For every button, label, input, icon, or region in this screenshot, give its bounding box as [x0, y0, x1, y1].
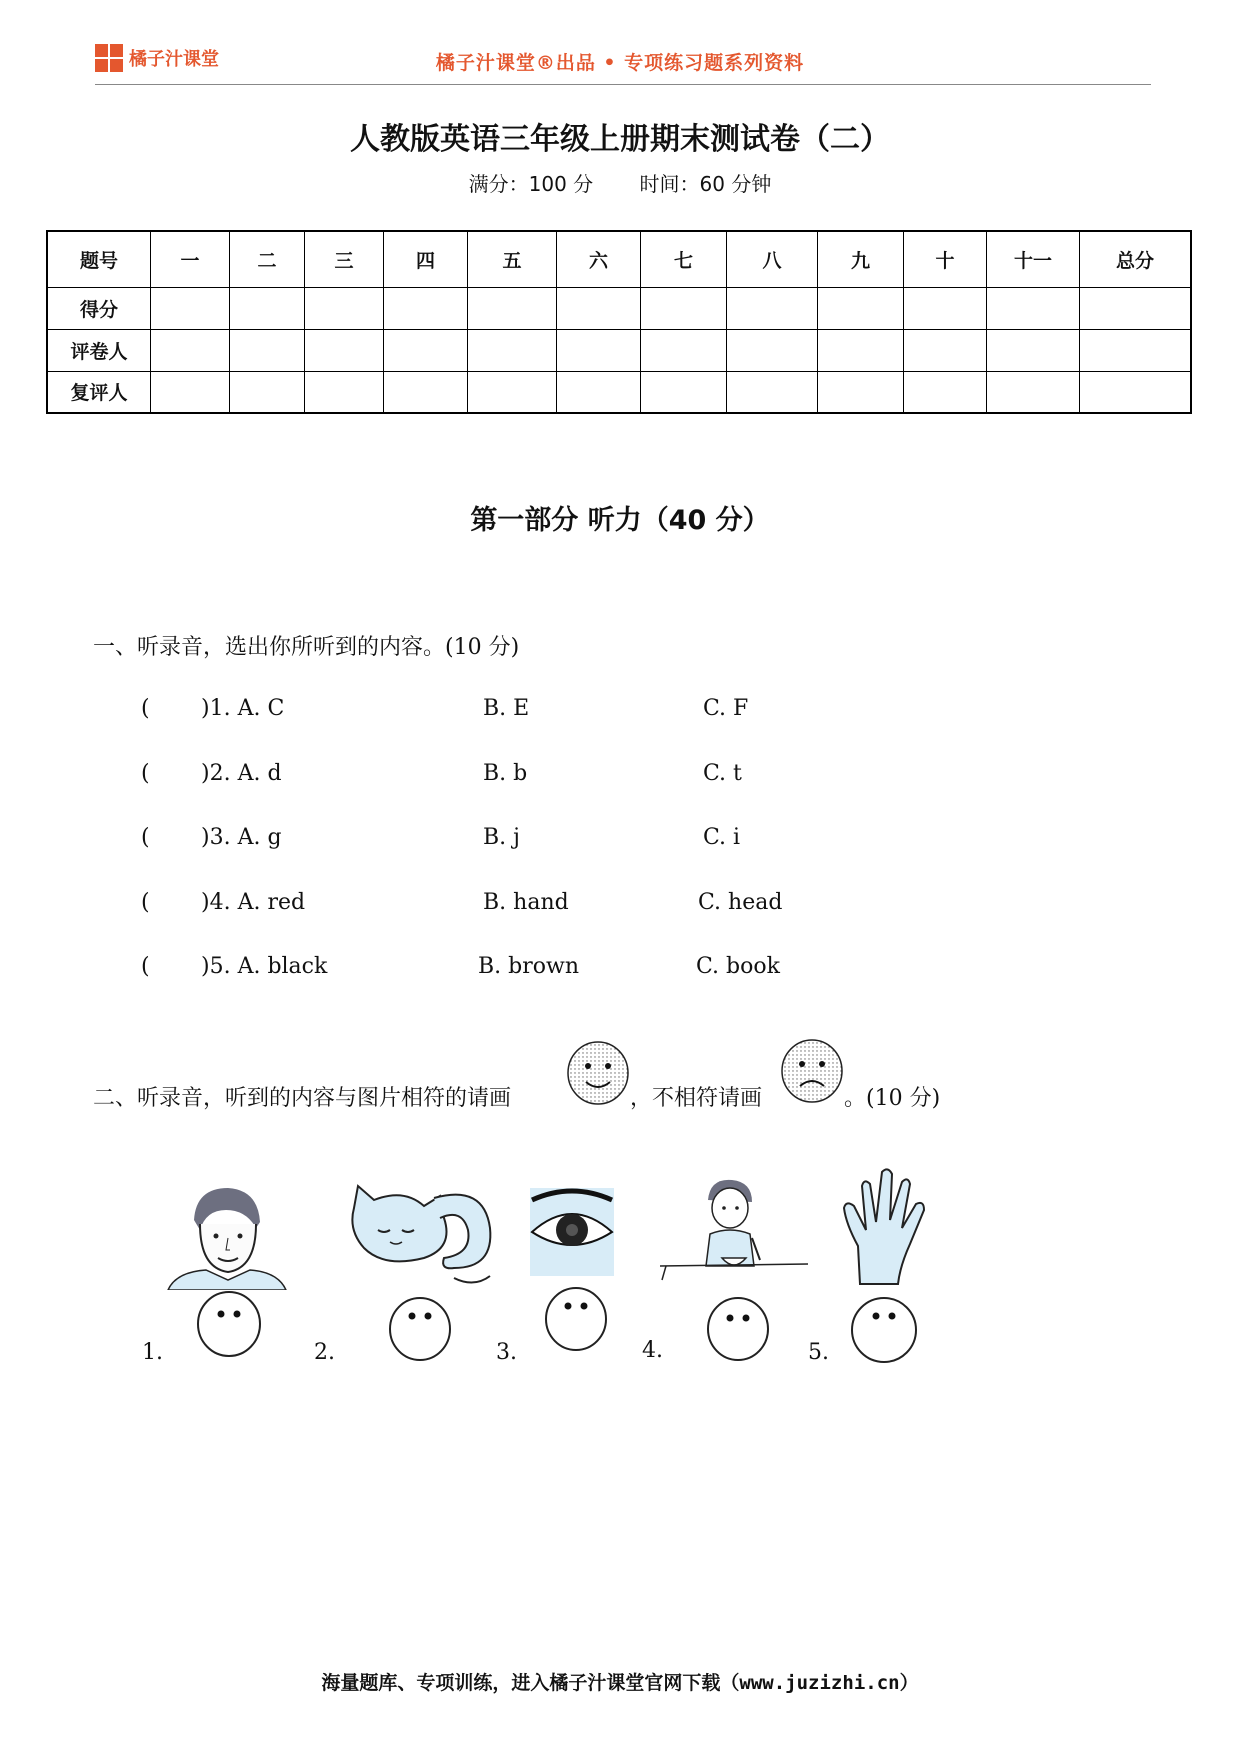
table-header-row: [47, 231, 1191, 287]
score-cell[interactable]: [151, 287, 230, 329]
question-option-a: )1. A. C: [201, 696, 285, 721]
table-header-cell: 七: [641, 231, 727, 287]
hand-picture: [838, 1166, 938, 1288]
score-cell[interactable]: [468, 371, 557, 413]
section2-instruction-c: 。(10 分): [844, 1086, 941, 1111]
sleeping-cat-picture: [344, 1178, 496, 1290]
score-cell[interactable]: [305, 371, 384, 413]
item-number: 4.: [642, 1338, 663, 1363]
question-option-c: C. t: [703, 761, 742, 786]
exam-meta: [0, 168, 1240, 197]
row-label: 复评人: [47, 371, 151, 413]
score-cell[interactable]: [727, 287, 818, 329]
exam-title: 人教版英语三年级上册期末测试卷（二）: [350, 122, 890, 157]
score-cell[interactable]: [641, 371, 727, 413]
table-header-cell: 五: [468, 231, 557, 287]
answer-face-icon[interactable]: [544, 1286, 608, 1352]
question-option-b: B. brown: [478, 954, 579, 979]
score-cell[interactable]: [305, 287, 384, 329]
table-row: [47, 287, 1191, 329]
answer-face-icon[interactable]: [196, 1290, 262, 1358]
table-row: [47, 329, 1191, 371]
question-option-c: C. i: [703, 825, 741, 850]
question-option-c: C. F: [703, 696, 749, 721]
logo-icon: [95, 44, 123, 72]
sad-face-icon: [780, 1038, 844, 1104]
header-divider: [95, 84, 1151, 85]
score-cell[interactable]: [468, 287, 557, 329]
section2-instruction-a: 二、听录音，听到的内容与图片相符的请画: [93, 1086, 512, 1111]
item-number: 2.: [314, 1340, 335, 1365]
eye-picture: [528, 1186, 616, 1278]
score-cell[interactable]: [384, 287, 468, 329]
smiley-face-icon: [566, 1040, 630, 1106]
boy-face-picture: [166, 1180, 288, 1290]
score-cell[interactable]: [641, 329, 727, 371]
score-cell[interactable]: [818, 329, 904, 371]
score-cell[interactable]: [727, 329, 818, 371]
score-table: [46, 230, 1192, 414]
item-number: 5.: [808, 1340, 829, 1365]
score-cell[interactable]: [557, 287, 641, 329]
section1-instruction: 一、听录音，选出你所听到的内容。(10 分): [93, 635, 520, 660]
row-label: 得分: [47, 287, 151, 329]
question-option-b: B. hand: [483, 890, 569, 915]
header-slogan: 橘子汁课堂®出品 • 专项练习题系列资料: [435, 52, 805, 74]
part-title: 第一部分 听力（40 分）: [470, 505, 770, 536]
table-header-cell: 六: [557, 231, 641, 287]
section2-instruction-b: ，不相符请画: [630, 1086, 763, 1111]
score-cell[interactable]: [987, 287, 1080, 329]
answer-paren[interactable]: (: [141, 696, 150, 721]
full-score: 满分：100 分: [468, 172, 594, 196]
score-cell[interactable]: [557, 371, 641, 413]
logo-text: 橘子汁课堂: [129, 49, 219, 70]
question-option-b: B. b: [483, 761, 528, 786]
answer-paren[interactable]: (: [141, 954, 150, 979]
answer-paren[interactable]: (: [141, 825, 150, 850]
answer-paren[interactable]: (: [141, 761, 150, 786]
answer-paren[interactable]: (: [141, 890, 150, 915]
question-option-a: )5. A. black: [201, 954, 328, 979]
score-cell[interactable]: [904, 287, 987, 329]
answer-face-icon[interactable]: [388, 1296, 452, 1362]
table-header-cell: 总分: [1080, 231, 1192, 287]
table-header-cell: 十一: [987, 231, 1080, 287]
score-cell[interactable]: [468, 329, 557, 371]
score-cell[interactable]: [230, 371, 305, 413]
score-cell[interactable]: [1080, 287, 1192, 329]
score-cell[interactable]: [151, 329, 230, 371]
exam-time: 时间：60 分钟: [639, 172, 772, 196]
table-header-cell: 一: [151, 231, 230, 287]
question-option-c: C. book: [696, 954, 780, 979]
score-cell[interactable]: [305, 329, 384, 371]
score-cell[interactable]: [557, 329, 641, 371]
footer-text: 海量题库、专项训练，进入橘子汁课堂官网下载（www.juzizhi.cn）: [321, 1672, 919, 1694]
score-cell[interactable]: [230, 287, 305, 329]
answer-face-icon[interactable]: [706, 1296, 770, 1362]
table-header-cell: 十: [904, 231, 987, 287]
table-header-cell: 八: [727, 231, 818, 287]
score-cell[interactable]: [727, 371, 818, 413]
score-cell[interactable]: [1080, 371, 1192, 413]
question-option-a: )2. A. d: [201, 761, 282, 786]
question-option-a: )3. A. g: [201, 825, 282, 850]
question-option-b: B. j: [483, 825, 520, 850]
score-cell[interactable]: [904, 329, 987, 371]
question-option-a: )4. A. red: [201, 890, 306, 915]
answer-face-icon[interactable]: [850, 1296, 918, 1364]
question-option-c: C. head: [698, 890, 783, 915]
brand-logo: [95, 44, 219, 72]
section2-instruction: [93, 1081, 511, 1112]
table-header-cell: 题号: [47, 231, 151, 287]
score-cell[interactable]: [987, 329, 1080, 371]
table-header-cell: 二: [230, 231, 305, 287]
row-label: 评卷人: [47, 329, 151, 371]
table-header-cell: 四: [384, 231, 468, 287]
score-cell[interactable]: [818, 371, 904, 413]
score-cell[interactable]: [230, 329, 305, 371]
item-number: 3.: [496, 1340, 517, 1365]
boy-eating-picture: [660, 1176, 808, 1290]
table-row: [47, 371, 1191, 413]
table-header-cell: 三: [305, 231, 384, 287]
score-cell[interactable]: [641, 287, 727, 329]
question-option-b: B. E: [483, 696, 530, 721]
score-cell[interactable]: [904, 371, 987, 413]
item-number: 1.: [142, 1340, 163, 1365]
score-cell[interactable]: [151, 371, 230, 413]
score-cell[interactable]: [818, 287, 904, 329]
score-cell[interactable]: [384, 329, 468, 371]
table-header-cell: 九: [818, 231, 904, 287]
score-cell[interactable]: [1080, 329, 1192, 371]
score-cell[interactable]: [384, 371, 468, 413]
score-cell[interactable]: [987, 371, 1080, 413]
